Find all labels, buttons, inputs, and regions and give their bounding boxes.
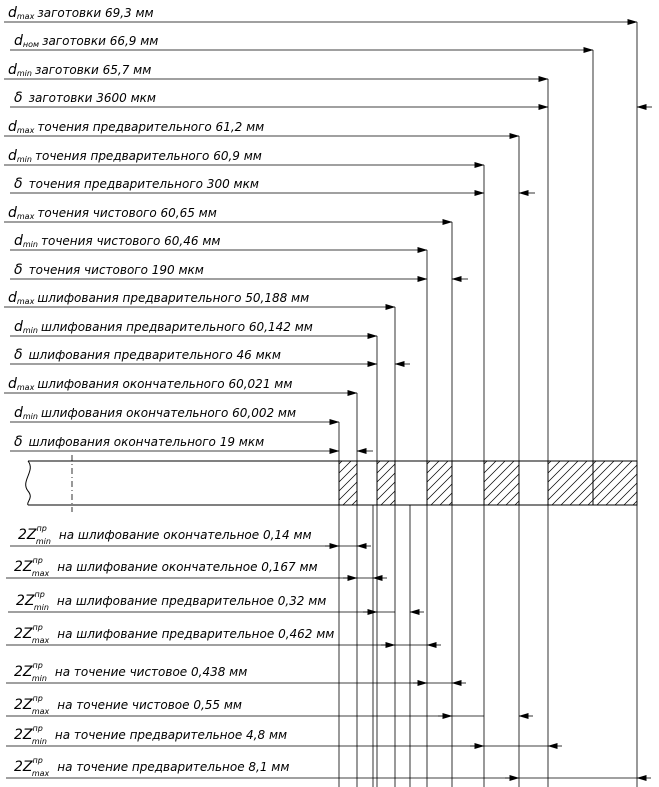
dimension-label (8, 5, 154, 21)
label-text: шлифования предварительного 50,188 мм (37, 291, 310, 305)
label-text: заготовки 69,3 мм (37, 6, 154, 20)
hatch-zone (289, 461, 450, 505)
part-band (26, 455, 637, 512)
dimension-label (14, 694, 242, 716)
dimension-label (14, 233, 220, 249)
symbol: 2Z (14, 697, 33, 713)
dimension-label (14, 405, 296, 421)
dimension-label (16, 590, 326, 612)
label-text: на точение чистовое 0,55 мм (57, 698, 242, 712)
dimension-row (4, 119, 519, 136)
dimension-row (10, 319, 377, 336)
subscript: max (31, 569, 50, 578)
allowance-row (6, 623, 441, 645)
symbol: d (8, 119, 17, 135)
dimension-row (10, 347, 410, 364)
superscript: пр (32, 661, 43, 670)
symbol: 2Z (14, 759, 33, 775)
hatch-zone (327, 461, 488, 505)
label-text: точения предварительного 61,2 мм (37, 120, 265, 134)
dimension-row (10, 434, 373, 451)
dimension-label (14, 434, 264, 450)
allowance-rows (6, 505, 651, 787)
label-text: на шлифование окончательное 0,14 мм (58, 528, 312, 542)
dimension-row (4, 290, 395, 307)
superscript: пр (32, 756, 43, 765)
allowance-row (10, 524, 371, 546)
hatch-zone (543, 461, 659, 505)
superscript: пр (34, 590, 45, 599)
subscript: max (16, 383, 35, 392)
dimension-label (14, 556, 318, 578)
label-text: заготовки 65,7 мм (34, 63, 152, 77)
label-text: точения чистового 60,65 мм (37, 206, 217, 220)
symbol: d (14, 405, 23, 421)
dimension-label (8, 119, 264, 135)
symbol: δ (14, 434, 23, 450)
superscript: пр (32, 623, 43, 632)
superscript: пр (32, 724, 43, 733)
symbol: d (8, 290, 17, 306)
subscript: min (22, 412, 38, 421)
symbol: d (8, 62, 17, 78)
label-text: на шлифование окончательное 0,167 мм (57, 560, 318, 574)
label-text: на шлифование предварительное 0,32 мм (56, 594, 327, 608)
subscript: min (16, 69, 32, 78)
symbol: δ (14, 347, 23, 363)
hatched-zones (289, 461, 659, 505)
dimension-label (14, 319, 313, 335)
label-text: заготовки 3600 мкм (28, 91, 156, 105)
subscript: min (22, 326, 38, 335)
symbol: 2Z (14, 727, 33, 743)
dimension-rows (4, 5, 652, 505)
symbol: 2Z (14, 664, 33, 680)
label-text: точения предварительного 300 мкм (28, 177, 259, 191)
dimension-label (14, 176, 259, 192)
label-text: точения предварительного 60,9 мм (34, 149, 262, 163)
label-text: шлифования окончательного 60,002 мм (40, 406, 297, 420)
superscript: пр (36, 524, 47, 533)
label-text: заготовки 66,9 мм (42, 34, 159, 48)
symbol: d (8, 5, 17, 21)
dimension-label (14, 724, 287, 746)
dimension-label (14, 661, 247, 683)
dimension-row (10, 176, 535, 193)
allowance-row (6, 694, 533, 716)
symbol: 2Z (18, 527, 37, 543)
subscript: max (16, 212, 35, 221)
hatch-zone (377, 461, 538, 505)
subscript: min (35, 537, 51, 546)
dimension-label (14, 756, 289, 778)
subscript: ном (22, 40, 40, 49)
symbol: d (14, 233, 23, 249)
label-text: на точение предварительное 8,1 мм (57, 760, 290, 774)
subscript: min (31, 674, 47, 683)
allowance-row (6, 661, 466, 683)
symbol: 2Z (14, 626, 33, 642)
subscript: min (16, 155, 32, 164)
hatch-zone (434, 461, 604, 505)
subscript: max (16, 126, 35, 135)
dimension-label (8, 290, 309, 306)
dimension-row (10, 90, 652, 107)
dimension-label (8, 148, 262, 164)
dimension-label (14, 90, 156, 106)
allowance-row (6, 756, 651, 778)
symbol: d (8, 148, 17, 164)
subscript: max (31, 769, 50, 778)
label-text: шлифования окончательного 60,021 мм (37, 377, 293, 391)
dimension-label (18, 524, 312, 546)
symbol: δ (14, 176, 23, 192)
symbol: d (14, 319, 23, 335)
subscript: max (31, 707, 50, 716)
subscript: max (16, 297, 35, 306)
dimension-label (14, 33, 158, 49)
subscript: min (31, 737, 47, 746)
label-text: точения чистового 60,46 мм (40, 234, 221, 248)
label-text: на точение чистовое 0,438 мм (54, 665, 248, 679)
label-text: на шлифование предварительное 0,462 мм (57, 627, 335, 641)
label-text: шлифования окончательного 19 мкм (28, 435, 265, 449)
dimension-row (10, 233, 427, 250)
dimension-label (8, 376, 292, 392)
subscript: max (16, 12, 35, 21)
allowance-row (8, 590, 424, 612)
symbol: 2Z (14, 559, 33, 575)
dimension-row (4, 5, 637, 22)
subscript: max (31, 636, 50, 645)
label-text: шлифования предварительного 46 мкм (28, 348, 281, 362)
symbol: d (8, 205, 17, 221)
label-text: точения чистового 190 мкм (28, 263, 204, 277)
allowance-row (6, 556, 387, 578)
dimension-label (14, 623, 334, 645)
dimension-row (4, 148, 484, 165)
symbol: d (14, 33, 23, 49)
dimension-row (4, 376, 357, 393)
superscript: пр (32, 556, 43, 565)
label-text: шлифования предварительного 60,142 мм (40, 320, 313, 334)
allowance-row (6, 724, 562, 746)
dimension-row (4, 205, 452, 222)
superscript: пр (32, 694, 43, 703)
symbol: δ (14, 90, 23, 106)
dimension-label (8, 62, 151, 78)
dimension-row (10, 33, 593, 50)
dimension-row (10, 262, 468, 279)
subscript: min (22, 240, 38, 249)
symbol: 2Z (16, 593, 35, 609)
dimension-label (14, 262, 204, 278)
dimension-row (10, 405, 339, 422)
label-text: на точение предварительное 4,8 мм (54, 728, 288, 742)
dimension-label (8, 205, 217, 221)
dimension-label (14, 347, 281, 363)
subscript: min (33, 603, 49, 612)
dimension-row (4, 62, 548, 79)
symbol: δ (14, 262, 23, 278)
symbol: d (8, 376, 17, 392)
